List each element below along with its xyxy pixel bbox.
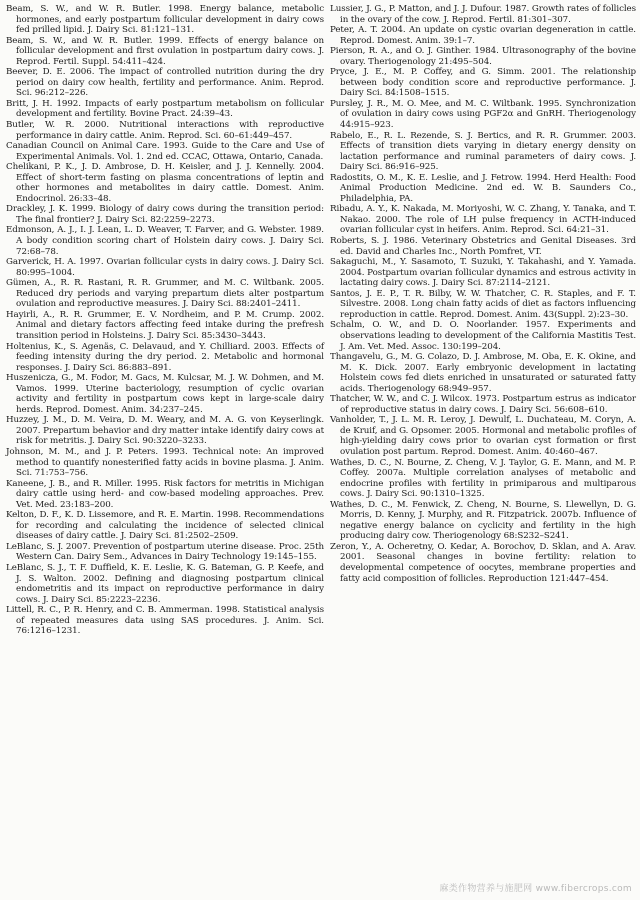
reference-entry: Johnson, M. M., and J. P. Peters. 1993. Technical note: An improved method to quantify nonesterified fatty acids in bovine plasma. J. Anim. Sci. 71:753–756.	[6, 446, 324, 479]
reference-entry: Butler, W. R. 2000. Nutritional interactions with reproductive performance in dairy cattle. Anim. Reprod. Sci. 60–61:449–457.	[6, 120, 324, 141]
reference-entry: Pierson, R. A., and O. J. Ginther. 1984. Ultrasonography of the bovine ovary. Theriogenology 21:495–504.	[330, 46, 636, 67]
reference-entry: Beam, S. W., and W. R. Butler. 1998. Energy balance, metabolic hormones, and early postpartum follicular development in dairy cows fed prilled lipid. J. Dairy Sci. 81:121–131.	[6, 4, 324, 36]
references-column-right	[330, 4, 636, 584]
reference-entry: Pryce, J. E., M. P. Coffey, and G. Simm. 2001. The relationship between body condition score and reproductive performance. J. Dairy Sci. 84:1508–1515.	[330, 67, 636, 99]
reference-entry: Hayirli, A., R. R. Grummer, E. V. Nordheim, and P. M. Crump. 2002. Animal and dietary factors affecting feed intake during the prefresh transition period in Holsteins. J. Dairy Sci. 85:3430–3443.	[6, 309, 324, 341]
reference-entry: Holtenius, K., S. Agenäs, C. Delavaud, and Y. Chilliard. 2003. Effects of feeding intensity during the dry period. 2. Metabolic and hormonal responses. J. Dairy Sci. 86:883–891.	[6, 341, 324, 373]
reference-entry: Radostits, O. M., K. E. Leslie, and J. Fetrow. 1994. Herd Health: Food Animal Production Medicine. 2nd ed. W. B. Saunders Co., Philadelphia, PA.	[330, 172, 636, 204]
reference-entry: Gümen, A., R. R. Rastani, R. R. Grummer, and M. C. Wiltbank. 2005. Reduced dry periods and varying prepartum diets alter postpartum ovulation and reproductive measures. J. Dairy Sci. 88:2401–2411.	[6, 278, 324, 310]
reference-entry: Kaneene, J. B., and R. Miller. 1995. Risk factors for metritis in Michigan dairy cattle using herd- and cow-based modeling approaches. Prev. Vet. Med. 23:183–200.	[6, 478, 324, 510]
reference-entry: Schalm, O. W., and D. O. Noorlander. 1957. Experiments and observations leading to development of the California Mastitis Test. J. Am. Vet. Med. Assoc. 130:199–204.	[330, 320, 636, 352]
reference-entry: Thangavelu, G., M. G. Colazo, D. J. Ambrose, M. Oba, E. K. Okine, and M. K. Dick. 2007. Early embryonic development in lactating Holstein cows fed diets enriched in unsaturated or saturated fatty acids. Theriogenology 68:949–957.	[330, 352, 636, 394]
reference-entry: Rabelo, E., R. L. Rezende, S. J. Bertics, and R. R. Grummer. 2003. Effects of transition diets varying in dietary energy density on lactation performance and ruminal parameters of dairy cows. J. Dairy Sci. 86:916–925.	[330, 130, 636, 173]
reference-entry: Roberts, S. J. 1986. Veterinary Obstetrics and Genital Diseases. 3rd ed. David and Charles Inc., North Pomfret, VT.	[330, 236, 636, 257]
reference-entry: LeBlanc, S. J. 2007. Prevention of postpartum uterine disease. Proc. 25th Western Can. Dairy Sem., Advances in Dairy Technology 19:145–155.	[6, 541, 324, 563]
reference-entry: Edmonson, A. J., I. J. Lean, L. D. Weaver, T. Farver, and G. Webster. 1989. A body condition scoring chart of Holstein dairy cows. J. Dairy Sci. 72:68–78.	[6, 225, 324, 257]
reference-entry: Sakaguchi, M., Y. Sasamoto, T. Suzuki, Y. Takahashi, and Y. Yamada. 2004. Postpartum ovarian follicular dynamics and estrous activity in lactating dairy cows. J. Dairy Sci. 87:2114–2121.	[330, 257, 637, 289]
reference-entry: Santos, J. E. P., T. R. Bilby, W. W. Thatcher, C. R. Staples, and F. T. Silvestre. 2008. Long chain fatty acids of diet as factors influencing reproduction in cattle. Reprod. Domest. Anim. 43(Suppl. 2):23–30.	[330, 288, 636, 320]
reference-entry: Beam, S. W., and W. R. Butler. 1999. Effects of energy balance on follicular development and first ovulation in postpartum dairy cows. J. Reprod. Fertil. Suppl. 54:411–424.	[6, 35, 324, 67]
reference-entry: Pursley, J. R., M. O. Mee, and M. C. Wiltbank. 1995. Synchronization of ovulation in dairy cows using PGF2α and GnRH. Theriogenology 44:915–923.	[330, 98, 636, 131]
reference-entry: Lussier, J. G., P. Matton, and J. J. Dufour. 1987. Growth rates of follicles in the ovary of the cow. J. Reprod. Fertil. 81:301–307.	[330, 4, 636, 25]
reference-entry: Kelton, D. F., K. D. Lissemore, and R. E. Martin. 1998. Recommendations for recording and calculating the incidence of selected clinical diseases of dairy cattle. J. Dairy Sci. 81:2502–2509.	[6, 510, 324, 542]
reference-entry: Beever, D. E. 2006. The impact of controlled nutrition during the dry period on dairy cow health, fertility and performance. Anim. Reprod. Sci. 96:212–226.	[6, 67, 324, 99]
reference-entry: Britt, J. H. 1992. Impacts of early postpartum metabolism on follicular development and fertility. Bovine Pract. 24:39–43.	[6, 98, 324, 120]
reference-entry: Wathes, D. C., N. Bourne, Z. Cheng, V. J. Taylor, G. E. Mann, and M. P. Coffey. 2007a. Multiple correlation analyses of metabolic and endocrine profiles with fertility in primiparous and multiparous cows. J. Dairy Sci. 90:1310–1325.	[330, 457, 636, 500]
watermark: 麻类作物营养与施肥网 www.fibercrops.com	[439, 884, 632, 894]
reference-entry: Littell, R. C., P. R. Henry, and C. B. Ammerman. 1998. Statistical analysis of repeated measures data using SAS procedures. J. Anim. Sci. 76:1216–1231.	[6, 605, 324, 637]
reference-entry: Huszenicza, G., M. Fodor, M. Gacs, M. Kulcsar, M. J. W. Dohmen, and M. Vamos. 1999. Uterine bacteriology, resumption of cyclic ovarian activity and fertility in postpartum cows kept in large-scale dairy herds. Reprod. Domest. Anim. 34:237–245.	[6, 373, 324, 415]
reference-entry: Thatcher, W. W., and C. J. Wilcox. 1973. Postpartum estrus as indicator of reproductive status in dairy cows. J. Dairy Sci. 56:608–610.	[330, 394, 636, 415]
references-column-left	[6, 4, 324, 637]
reference-entry: Vanholder, T., J. L. M. R. Leroy, J. Dewulf, L. Duchateau, M. Coryn, A. de Kruif, and G. Opsomer. 2005. Hormonal and metabolic profiles of high-yielding dairy cows prior to ovarian cyst formation or first ovulation post partum. Reprod. Domest. Anim. 40:460–467.	[330, 415, 636, 457]
reference-entry: Ribadu, A. Y., K. Nakada, M. Moriyoshi, W. C. Zhang, Y. Tanaka, and T. Nakao. 2000. The role of LH pulse frequency in ACTH-induced ovarian follicular cyst in heifers. Anim. Reprod. Sci. 64:21–31.	[330, 204, 636, 236]
reference-entry: Zeron, Y., A. Ocheretny, O. Kedar, A. Borochov, D. Sklan, and A. Arav. 2001. Seasonal changes in bovine fertility: relation to developmental competence of oocytes, membrane properties and fatty acid composition of follicles. Reproduction 121:447–454.	[330, 541, 636, 584]
reference-entry: Peter, A. T. 2004. An update on cystic ovarian degeneration in cattle. Reprod. Domest. Anim. 39:1–7.	[330, 25, 636, 46]
reference-entry: Garverick, H. A. 1997. Ovarian follicular cysts in dairy cows. J. Dairy Sci. 80:995–1004.	[6, 257, 324, 278]
reference-entry: Canadian Council on Animal Care. 1993. Guide to the Care and Use of Experimental Animals. Vol. 1. 2nd ed. CCAC, Ottawa, Ontario, Canada.	[6, 141, 324, 162]
reference-entry: Chelikani, P. K., J. D. Ambrose, D. H. Keisler, and J. J. Kennelly. 2004. Effect of short-term fasting on plasma concentrations of leptin and other hormones and metabolites in dairy cattle. Domest. Anim. Endocrinol. 26:33–48.	[6, 162, 324, 204]
reference-entry: Wathes, D. C., M. Fenwick, Z. Cheng, N. Bourne, S. Llewellyn, D. G. Morris, D. Kenny, J. Murphy, and R. Fitzpatrick. 2007b. Influence of negative energy balance on cyclicity and fertility in the high producing dairy cow. Theriogenology 68:S232–S241.	[330, 499, 636, 542]
reference-entry: LeBlanc, S. J., T. F. Duffield, K. E. Leslie, K. G. Bateman, G. P. Keefe, and J. S. Walton. 2002. Defining and diagnosing postpartum clinical endometritis and its impact on reproductive performance in dairy cows. J. Dairy Sci. 85:2223–2236.	[6, 562, 324, 605]
reference-entry: Huzzey, J. M., D. M. Veira, D. M. Weary, and M. A. G. von Keyserlingk. 2007. Prepartum behavior and dry matter intake identify dairy cows at risk for metritis. J. Dairy Sci. 90:3220–3233.	[6, 415, 324, 447]
reference-entry: Drackley, J. K. 1999. Biology of dairy cows during the transition period: The final frontier? J. Dairy Sci. 82:2259–2273.	[6, 204, 324, 225]
